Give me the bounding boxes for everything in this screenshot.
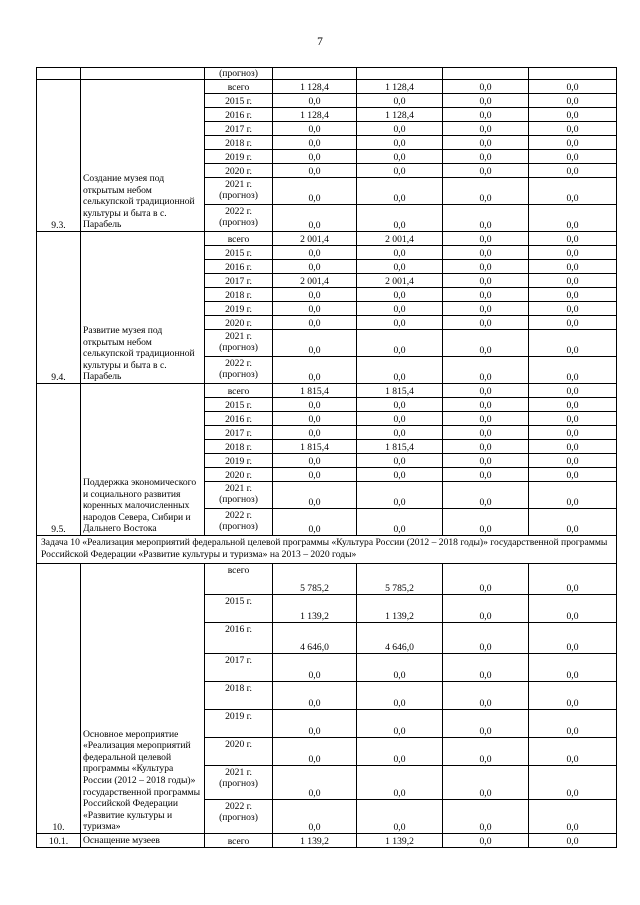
value-cell: 0,0 bbox=[529, 164, 617, 178]
value-cell: 0,0 bbox=[443, 426, 529, 440]
value-cell: 0,0 bbox=[273, 738, 357, 766]
value-cell: 0,0 bbox=[273, 766, 357, 800]
table-row bbox=[37, 384, 617, 398]
value-cell: 0,0 bbox=[529, 94, 617, 108]
value-cell: 1 128,4 bbox=[273, 108, 357, 122]
value-cell: 2 001,4 bbox=[357, 274, 443, 288]
row-number-cell: 9.4. bbox=[37, 232, 81, 384]
value-cell: 0,0 bbox=[529, 232, 617, 246]
value-cell: 0,0 bbox=[273, 509, 357, 536]
value-cell: 0,0 bbox=[443, 738, 529, 766]
value-cell: 0,0 bbox=[529, 288, 617, 302]
value-cell: 0,0 bbox=[357, 288, 443, 302]
value-cell: 0,0 bbox=[273, 654, 357, 682]
value-cell: 0,0 bbox=[357, 122, 443, 136]
value-cell: 0,0 bbox=[273, 330, 357, 357]
page-number: 7 bbox=[317, 36, 323, 48]
value-cell: 0,0 bbox=[443, 108, 529, 122]
value-cell: 0,0 bbox=[273, 288, 357, 302]
year-cell: 2019 г. bbox=[205, 710, 273, 738]
budget-table-body bbox=[37, 68, 617, 848]
value-cell: 0,0 bbox=[273, 426, 357, 440]
value-cell: 0,0 bbox=[443, 468, 529, 482]
value-cell: 0,0 bbox=[357, 454, 443, 468]
value-cell: 0,0 bbox=[443, 122, 529, 136]
value-cell: 0,0 bbox=[357, 468, 443, 482]
value-cell: 0,0 bbox=[443, 482, 529, 509]
value-cell: 1 815,4 bbox=[273, 440, 357, 454]
value-cell: 0,0 bbox=[443, 330, 529, 357]
value-cell: 0,0 bbox=[357, 316, 443, 330]
value-cell: 0,0 bbox=[529, 834, 617, 848]
year-cell: 2021 г. (прогноз) bbox=[205, 482, 273, 509]
value-cell: 0,0 bbox=[273, 94, 357, 108]
value-cell: 0,0 bbox=[357, 426, 443, 440]
year-cell: 2021 г. (прогноз) bbox=[205, 330, 273, 357]
value-cell: 0,0 bbox=[273, 178, 357, 205]
value-cell: 0,0 bbox=[529, 800, 617, 834]
value-cell: 0,0 bbox=[273, 710, 357, 738]
value-cell: 0,0 bbox=[273, 122, 357, 136]
value-cell: 0,0 bbox=[273, 316, 357, 330]
value-cell: 0,0 bbox=[357, 766, 443, 800]
value-cell: 0,0 bbox=[357, 398, 443, 412]
name-cell: Оснащение музеев bbox=[81, 834, 205, 848]
value-cell: 0,0 bbox=[357, 412, 443, 426]
name-cell: Поддержка экономического и социального развития коренных малочисленных народов Севера, Сибири и Дальнего Востока bbox=[81, 384, 205, 536]
year-cell: 2018 г. bbox=[205, 440, 273, 454]
year-cell: всего bbox=[205, 564, 273, 595]
value-cell: 0,0 bbox=[357, 150, 443, 164]
value-cell: 0,0 bbox=[273, 412, 357, 426]
value-cell: 0,0 bbox=[273, 136, 357, 150]
value-cell: 0,0 bbox=[529, 682, 617, 710]
value-cell: 0,0 bbox=[529, 482, 617, 509]
value-cell: 0,0 bbox=[529, 178, 617, 205]
value-cell: 0,0 bbox=[273, 260, 357, 274]
value-cell: 0,0 bbox=[443, 412, 529, 426]
value-cell: 0,0 bbox=[273, 454, 357, 468]
value-cell: 0,0 bbox=[529, 595, 617, 623]
value-cell: 0,0 bbox=[529, 654, 617, 682]
value-cell: 0,0 bbox=[443, 260, 529, 274]
year-cell: (прогноз) bbox=[205, 68, 273, 80]
table-row bbox=[37, 80, 617, 94]
year-cell: 2018 г. bbox=[205, 136, 273, 150]
value-cell: 4 646,0 bbox=[357, 623, 443, 654]
value-cell: 0,0 bbox=[529, 205, 617, 232]
year-cell: 2017 г. bbox=[205, 122, 273, 136]
year-cell: 2020 г. bbox=[205, 316, 273, 330]
value-cell: 0,0 bbox=[529, 509, 617, 536]
value-cell: 4 646,0 bbox=[273, 623, 357, 654]
value-cell: 0,0 bbox=[529, 412, 617, 426]
year-cell: 2016 г. bbox=[205, 412, 273, 426]
value-cell: 0,0 bbox=[529, 384, 617, 398]
value-cell: 1 815,4 bbox=[357, 440, 443, 454]
name-cell bbox=[81, 68, 205, 80]
value-cell: 0,0 bbox=[529, 440, 617, 454]
table-row bbox=[37, 232, 617, 246]
value-cell: 0,0 bbox=[529, 357, 617, 384]
value-cell: 0,0 bbox=[443, 150, 529, 164]
value-cell: 0,0 bbox=[529, 398, 617, 412]
value-cell: 2 001,4 bbox=[357, 232, 443, 246]
value-cell: 0,0 bbox=[529, 738, 617, 766]
value-cell: 0,0 bbox=[357, 710, 443, 738]
value-cell: 0,0 bbox=[529, 150, 617, 164]
year-cell: всего bbox=[205, 384, 273, 398]
row-number-cell: 9.3. bbox=[37, 80, 81, 232]
value-cell: 1 815,4 bbox=[273, 384, 357, 398]
budget-table bbox=[36, 67, 617, 848]
value-cell: 0,0 bbox=[443, 710, 529, 738]
value-cell: 0,0 bbox=[273, 357, 357, 384]
value-cell: 0,0 bbox=[529, 302, 617, 316]
value-cell: 0,0 bbox=[529, 623, 617, 654]
value-cell: 0,0 bbox=[273, 164, 357, 178]
row-number-cell: 9.5. bbox=[37, 384, 81, 536]
value-cell: 0,0 bbox=[443, 164, 529, 178]
value-cell: 0,0 bbox=[443, 136, 529, 150]
year-cell: 2015 г. bbox=[205, 398, 273, 412]
year-cell: 2022 г. (прогноз) bbox=[205, 800, 273, 834]
value-cell: 0,0 bbox=[529, 122, 617, 136]
row-number-cell: 10.1. bbox=[37, 834, 81, 848]
value-cell: 0,0 bbox=[443, 440, 529, 454]
value-cell: 0,0 bbox=[529, 260, 617, 274]
year-cell: всего bbox=[205, 232, 273, 246]
value-cell: 0,0 bbox=[273, 800, 357, 834]
year-cell: 2017 г. bbox=[205, 274, 273, 288]
year-cell: 2015 г. bbox=[205, 246, 273, 260]
value-cell: 1 815,4 bbox=[357, 384, 443, 398]
value-cell: 0,0 bbox=[443, 834, 529, 848]
value-cell: 0,0 bbox=[529, 330, 617, 357]
year-cell: 2016 г. bbox=[205, 623, 273, 654]
value-cell: 0,0 bbox=[273, 150, 357, 164]
value-cell: 1 128,4 bbox=[357, 80, 443, 94]
value-cell: 0,0 bbox=[443, 316, 529, 330]
year-cell: 2016 г. bbox=[205, 260, 273, 274]
value-cell: 0,0 bbox=[273, 468, 357, 482]
year-cell: 2017 г. bbox=[205, 426, 273, 440]
value-cell: 0,0 bbox=[529, 426, 617, 440]
value-cell: 0,0 bbox=[273, 246, 357, 260]
value-cell: 0,0 bbox=[357, 178, 443, 205]
value-cell: 0,0 bbox=[529, 564, 617, 595]
value-cell: 0,0 bbox=[529, 80, 617, 94]
name-cell: Создание музея под открытым небом селькупской традиционной культуры и быта в с. Парабель bbox=[81, 80, 205, 232]
row-number-cell: 10. bbox=[37, 564, 81, 834]
value-cell: 0,0 bbox=[443, 654, 529, 682]
value-cell: 0,0 bbox=[443, 595, 529, 623]
value-cell: 1 128,4 bbox=[273, 80, 357, 94]
year-cell: 2020 г. bbox=[205, 468, 273, 482]
value-cell: 0,0 bbox=[529, 108, 617, 122]
value-cell: 0,0 bbox=[357, 94, 443, 108]
value-cell: 0,0 bbox=[443, 398, 529, 412]
year-cell: 2021 г. (прогноз) bbox=[205, 178, 273, 205]
year-cell: 2018 г. bbox=[205, 288, 273, 302]
value-cell: 0,0 bbox=[443, 357, 529, 384]
value-cell: 0,0 bbox=[443, 800, 529, 834]
year-cell: всего bbox=[205, 80, 273, 94]
value-cell: 1 139,2 bbox=[357, 834, 443, 848]
value-cell: 0,0 bbox=[443, 623, 529, 654]
value-cell: 0,0 bbox=[529, 136, 617, 150]
year-cell: 2022 г. (прогноз) bbox=[205, 205, 273, 232]
year-cell: 2022 г. (прогноз) bbox=[205, 509, 273, 536]
value-cell: 0,0 bbox=[443, 509, 529, 536]
value-cell: 0,0 bbox=[273, 205, 357, 232]
value-cell: 0,0 bbox=[529, 246, 617, 260]
value-cell: 0,0 bbox=[443, 682, 529, 710]
value-cell: 0,0 bbox=[443, 232, 529, 246]
value-cell: 0,0 bbox=[529, 274, 617, 288]
value-cell: 0,0 bbox=[273, 682, 357, 710]
table-row bbox=[37, 834, 617, 848]
value-cell: 0,0 bbox=[443, 384, 529, 398]
table-row bbox=[37, 564, 617, 595]
value-cell: 0,0 bbox=[529, 710, 617, 738]
task-description: Задача 10 «Реализация мероприятий федеральной целевой программы «Культура России (2012 – 2018 годы)» государственной программы Российской Федерации «Развитие культуры и туризма» на 2013 – 2020 годы» bbox=[37, 536, 617, 564]
value-cell: 1 139,2 bbox=[273, 595, 357, 623]
table-row bbox=[37, 68, 617, 80]
value-cell: 0,0 bbox=[357, 302, 443, 316]
year-cell: 2015 г. bbox=[205, 94, 273, 108]
value-cell: 0,0 bbox=[443, 178, 529, 205]
year-cell: 2021 г. (прогноз) bbox=[205, 766, 273, 800]
value-cell: 2 001,4 bbox=[273, 232, 357, 246]
name-cell: Основное мероприятие «Реализация мероприятий федеральной целевой программы «Культура России (2012 – 2018 годы)» государственной программы Российской Федерации «Развитие культуры и туризма» bbox=[81, 564, 205, 834]
value-cell: 0,0 bbox=[357, 654, 443, 682]
value-cell: 0,0 bbox=[529, 468, 617, 482]
value-cell: 0,0 bbox=[357, 738, 443, 766]
value-cell bbox=[529, 68, 617, 80]
year-cell: 2017 г. bbox=[205, 654, 273, 682]
value-cell: 0,0 bbox=[443, 246, 529, 260]
value-cell: 0,0 bbox=[443, 564, 529, 595]
year-cell: 2019 г. bbox=[205, 150, 273, 164]
value-cell: 5 785,2 bbox=[357, 564, 443, 595]
name-cell: Развитие музея под открытым небом селькупской традиционной культуры и быта в с. Парабель bbox=[81, 232, 205, 384]
value-cell: 0,0 bbox=[357, 800, 443, 834]
value-cell bbox=[273, 68, 357, 80]
value-cell: 0,0 bbox=[529, 766, 617, 800]
value-cell: 0,0 bbox=[443, 454, 529, 468]
year-cell: 2019 г. bbox=[205, 454, 273, 468]
value-cell: 0,0 bbox=[443, 80, 529, 94]
value-cell: 0,0 bbox=[357, 357, 443, 384]
value-cell: 0,0 bbox=[273, 302, 357, 316]
value-cell: 0,0 bbox=[357, 246, 443, 260]
value-cell: 0,0 bbox=[443, 766, 529, 800]
year-cell: 2020 г. bbox=[205, 164, 273, 178]
value-cell: 0,0 bbox=[273, 482, 357, 509]
value-cell: 0,0 bbox=[443, 274, 529, 288]
value-cell: 1 128,4 bbox=[357, 108, 443, 122]
value-cell: 0,0 bbox=[357, 509, 443, 536]
value-cell bbox=[357, 68, 443, 80]
task-row bbox=[37, 536, 617, 564]
value-cell: 0,0 bbox=[357, 205, 443, 232]
value-cell: 0,0 bbox=[357, 482, 443, 509]
value-cell bbox=[443, 68, 529, 80]
value-cell: 0,0 bbox=[443, 205, 529, 232]
value-cell: 2 001,4 bbox=[273, 274, 357, 288]
value-cell: 0,0 bbox=[357, 136, 443, 150]
value-cell: 0,0 bbox=[529, 316, 617, 330]
value-cell: 0,0 bbox=[357, 164, 443, 178]
year-cell: 2015 г. bbox=[205, 595, 273, 623]
year-cell: 2020 г. bbox=[205, 738, 273, 766]
value-cell: 0,0 bbox=[357, 682, 443, 710]
value-cell: 1 139,2 bbox=[357, 595, 443, 623]
year-cell: 2018 г. bbox=[205, 682, 273, 710]
year-cell: 2022 г. (прогноз) bbox=[205, 357, 273, 384]
value-cell: 5 785,2 bbox=[273, 564, 357, 595]
value-cell: 0,0 bbox=[273, 398, 357, 412]
value-cell: 0,0 bbox=[443, 94, 529, 108]
value-cell: 0,0 bbox=[443, 288, 529, 302]
value-cell: 0,0 bbox=[357, 260, 443, 274]
year-cell: 2019 г. bbox=[205, 302, 273, 316]
value-cell: 0,0 bbox=[443, 302, 529, 316]
year-cell: 2016 г. bbox=[205, 108, 273, 122]
year-cell: всего bbox=[205, 834, 273, 848]
value-cell: 0,0 bbox=[357, 330, 443, 357]
value-cell: 0,0 bbox=[529, 454, 617, 468]
value-cell: 1 139,2 bbox=[273, 834, 357, 848]
row-number-cell bbox=[37, 68, 81, 80]
